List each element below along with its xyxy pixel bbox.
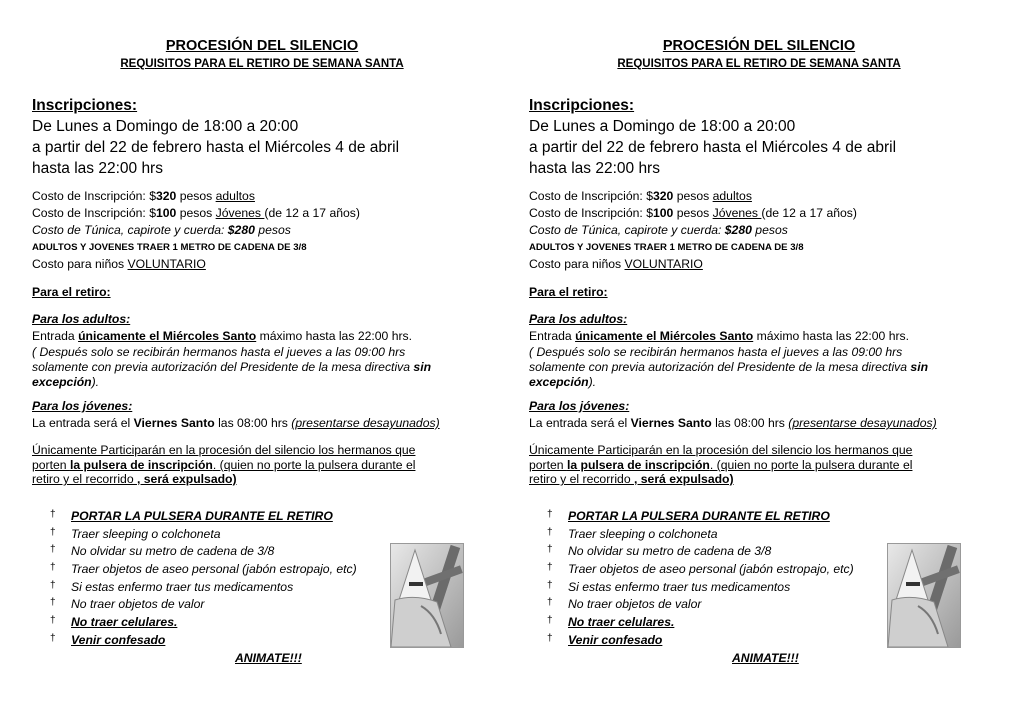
cross-icon: † <box>547 526 553 538</box>
cost-adults: Costo de Inscripción: $320 pesos adultos <box>32 189 255 203</box>
adults-note-2: solamente con previa autorización del Presidente de la mesa directiva sin <box>529 360 929 374</box>
adults-entry: Entrada únicamente el Miércoles Santo máximo hasta las 22:00 hrs. <box>32 329 413 343</box>
list-item: † Traer sleeping o colchoneta <box>547 526 718 541</box>
adults-note-3: excepción). <box>529 375 597 389</box>
bracelet-line-3: retiro y el recorrido , será expulsado) <box>529 472 734 486</box>
cross-icon: † <box>547 597 553 609</box>
cross-icon: † <box>547 544 553 556</box>
adults-note-1: ( Después solo se recibirán hermanos hasta el jueves a las 09:00 hrs <box>32 345 406 359</box>
checklist <box>547 509 907 651</box>
flyer-title: PROCESIÓN DEL SILENCIO <box>662 38 856 54</box>
cross-icon: † <box>50 632 56 644</box>
inscripciones-deadline: hasta las 22:00 hrs <box>32 160 163 177</box>
adults-entry: Entrada únicamente el Miércoles Santo máximo hasta las 22:00 hrs. <box>529 329 910 343</box>
inscripciones-heading: Inscripciones: <box>529 97 635 114</box>
list-item: † No olvidar su metro de cadena de 3/8 <box>547 544 772 559</box>
bracelet-line-2: porten la pulsera de inscripción. (quien no porte la pulsera durante el <box>32 458 416 472</box>
cross-icon: † <box>547 509 553 520</box>
cross-icon: † <box>50 544 56 556</box>
checklist <box>50 509 410 651</box>
cross-icon: † <box>547 632 553 644</box>
bracelet-line-1: Únicamente Participarán en la procesión del silencio los hermanos que <box>32 443 416 457</box>
list-item: † No traer celulares. <box>547 615 675 630</box>
list-item: † Si estas enfermo traer tus medicamentos <box>50 579 294 594</box>
cost-kids: Costo para niños VOLUNTARIO <box>529 257 703 271</box>
inscripciones-dates: a partir del 22 de febrero hasta el Miércoles 4 de abril <box>32 139 400 156</box>
cross-icon: † <box>547 562 553 574</box>
cross-icon: † <box>50 526 56 538</box>
chain-note: ADULTOS Y JOVENES TRAER 1 METRO DE CADENA DE 3/8 <box>529 242 804 253</box>
inscripciones-schedule: De Lunes a Domingo de 18:00 a 20:00 <box>32 118 299 135</box>
closing-exclamation: ANIMATE!!! <box>235 651 302 665</box>
youth-heading: Para los jóvenes: <box>529 399 630 413</box>
list-item: † Traer objetos de aseo personal (jabón estropajo, etc) <box>50 562 357 577</box>
cost-tunic: Costo de Túnica, capirote y cuerda: $280 pesos <box>529 223 788 237</box>
bracelet-line-3: retiro y el recorrido , será expulsado) <box>32 472 237 486</box>
retiro-heading: Para el retiro: <box>529 285 608 299</box>
cost-adults: Costo de Inscripción: $320 pesos adultos <box>529 189 752 203</box>
cross-icon: † <box>50 562 56 574</box>
adults-heading: Para los adultos: <box>529 312 628 326</box>
penitent-photo <box>887 543 961 648</box>
flyer-subtitle: REQUISITOS PARA EL RETIRO DE SEMANA SANTA <box>120 58 404 70</box>
adults-heading: Para los adultos: <box>32 312 131 326</box>
flyer-subtitle: REQUISITOS PARA EL RETIRO DE SEMANA SANTA <box>617 58 901 70</box>
bracelet-line-2: porten la pulsera de inscripción. (quien no porte la pulsera durante el <box>529 458 913 472</box>
flyer-left <box>32 0 500 722</box>
adults-note-1: ( Después solo se recibirán hermanos hasta el jueves a las 09:00 hrs <box>529 345 903 359</box>
list-item: † Venir confesado <box>547 632 663 647</box>
adults-note-2: solamente con previa autorización del Presidente de la mesa directiva sin <box>32 360 432 374</box>
list-item: † Si estas enfermo traer tus medicamentos <box>547 579 791 594</box>
list-item: † No traer objetos de valor <box>50 597 205 612</box>
cross-icon: † <box>50 509 56 520</box>
closing-exclamation: ANIMATE!!! <box>732 651 799 665</box>
bracelet-line-1: Únicamente Participarán en la procesión del silencio los hermanos que <box>529 443 913 457</box>
inscripciones-heading: Inscripciones: <box>32 97 138 114</box>
adults-note-3: excepción). <box>32 375 100 389</box>
youth-entry: La entrada será el Viernes Santo las 08:00 hrs (presentarse desayunados) <box>32 416 440 430</box>
inscripciones-deadline: hasta las 22:00 hrs <box>529 160 660 177</box>
list-item: † No traer celulares. <box>50 615 178 630</box>
list-item: † Traer sleeping o colchoneta <box>50 526 221 541</box>
retiro-heading: Para el retiro: <box>32 285 111 299</box>
inscripciones-dates: a partir del 22 de febrero hasta el Miércoles 4 de abril <box>529 139 897 156</box>
inscripciones-schedule: De Lunes a Domingo de 18:00 a 20:00 <box>529 118 796 135</box>
cross-icon: † <box>547 615 553 627</box>
youth-entry: La entrada será el Viernes Santo las 08:00 hrs (presentarse desayunados) <box>529 416 937 430</box>
list-item: † PORTAR LA PULSERA DURANTE EL RETIRO <box>547 509 830 523</box>
flyer-right <box>529 0 997 722</box>
cross-icon: † <box>547 579 553 591</box>
youth-heading: Para los jóvenes: <box>32 399 133 413</box>
list-item: † Venir confesado <box>50 632 166 647</box>
list-item: † No olvidar su metro de cadena de 3/8 <box>50 544 275 559</box>
cross-icon: † <box>50 579 56 591</box>
cost-youth: Costo de Inscripción: $100 pesos Jóvenes (de 12 a 17 años) <box>529 206 857 220</box>
cost-youth: Costo de Inscripción: $100 pesos Jóvenes (de 12 a 17 años) <box>32 206 360 220</box>
cost-kids: Costo para niños VOLUNTARIO <box>32 257 206 271</box>
cost-tunic: Costo de Túnica, capirote y cuerda: $280 pesos <box>32 223 291 237</box>
penitent-photo <box>390 543 464 648</box>
cross-icon: † <box>50 597 56 609</box>
cross-icon: † <box>50 615 56 627</box>
flyer-title: PROCESIÓN DEL SILENCIO <box>165 38 359 54</box>
list-item: † PORTAR LA PULSERA DURANTE EL RETIRO <box>50 509 333 523</box>
list-item: † Traer objetos de aseo personal (jabón estropajo, etc) <box>547 562 854 577</box>
list-item: † No traer objetos de valor <box>547 597 702 612</box>
chain-note: ADULTOS Y JOVENES TRAER 1 METRO DE CADENA DE 3/8 <box>32 242 307 253</box>
